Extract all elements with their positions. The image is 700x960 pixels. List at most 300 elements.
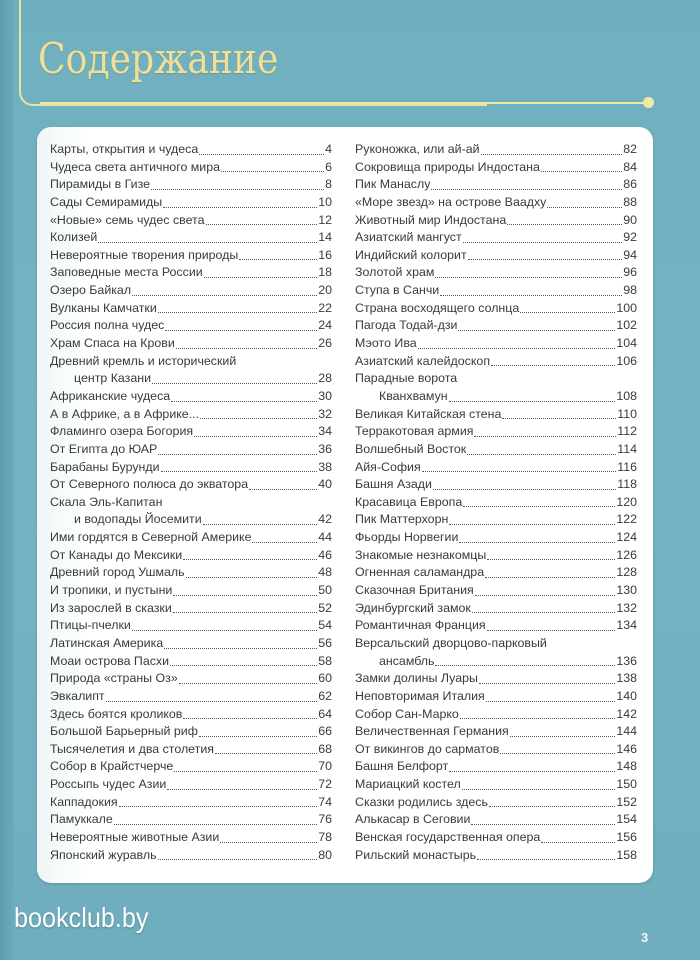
dot-leader [541, 170, 622, 172]
toc-entry-title: Россыпь чудес Азии [50, 777, 167, 792]
toc-entry-title: Эвкалипт [50, 688, 105, 703]
toc-entry-page: 6 [325, 159, 332, 174]
toc-entry[interactable] [50, 459, 332, 477]
toc-entry-title: Карты, открытия и чудеса [50, 141, 199, 156]
dot-leader [435, 664, 615, 666]
toc-entry-title: Золотой храм [355, 265, 435, 280]
toc-entry-title: Вулканы Камчатки [50, 300, 157, 315]
toc-entry-title: Пик Маттерхорн [355, 512, 449, 527]
dot-leader [151, 188, 324, 190]
dot-leader [183, 717, 317, 719]
toc-entry-page: 114 [617, 441, 637, 456]
toc-entry-title: Рильский монастырь [355, 847, 477, 862]
toc-entry[interactable] [355, 723, 637, 741]
toc-entry-title: Из зарослей в сказки [50, 600, 172, 615]
toc-entry-page: 134 [616, 618, 637, 633]
toc-entry-page: 158 [616, 847, 637, 862]
dot-leader [510, 735, 616, 737]
toc-entry[interactable] [355, 600, 637, 618]
toc-entry[interactable] [355, 370, 637, 405]
toc-entry-title: Неповторимая Италия [355, 688, 485, 703]
toc-entry[interactable] [355, 247, 637, 265]
toc-entry-title: Сокровища природы Индостана [355, 159, 540, 174]
dot-leader [164, 647, 317, 649]
toc-entry-page: 42 [318, 512, 332, 527]
toc-entry-title: Каппадокия [50, 794, 118, 809]
toc-entry-page: 12 [318, 212, 332, 227]
dot-leader [463, 505, 615, 507]
toc-entry[interactable] [355, 282, 637, 300]
toc-entry-title: От викингов до сарматов [355, 741, 500, 756]
dot-leader [173, 611, 317, 613]
toc-entry-page: 38 [318, 459, 332, 474]
toc-entry-title: Огненная саламандра [355, 565, 485, 580]
toc-entry-page: 56 [318, 635, 332, 650]
toc-entry-page: 72 [318, 777, 332, 792]
toc-entry-page: 46 [318, 547, 332, 562]
dot-leader [487, 558, 615, 560]
dot-leader [449, 400, 616, 402]
toc-entry-page: 24 [318, 318, 332, 333]
toc-entry[interactable] [50, 441, 332, 459]
toc-entry[interactable] [355, 423, 637, 441]
toc-entry-page: 100 [616, 300, 637, 315]
toc-entry-title: Башня Белфорт [355, 759, 449, 774]
toc-entry[interactable] [355, 829, 637, 847]
dot-leader [474, 435, 616, 437]
toc-entry-page: 62 [318, 688, 332, 703]
toc-entry[interactable] [355, 476, 637, 494]
toc-entry-title: «Новые» семь чудес света [50, 212, 205, 227]
toc-entry[interactable] [355, 300, 637, 318]
dot-leader [200, 417, 317, 419]
toc-entry-page: 60 [318, 671, 332, 686]
dot-leader [481, 153, 623, 155]
toc-entry-page: 142 [616, 706, 637, 721]
toc-entry[interactable] [50, 670, 332, 688]
page-edge-strip [0, 0, 14, 960]
dot-leader [249, 488, 317, 490]
dot-leader [440, 294, 622, 296]
toc-entry-page: 128 [616, 565, 637, 580]
toc-entry[interactable] [355, 335, 637, 353]
toc-entry[interactable] [50, 176, 332, 194]
toc-entry-title: Сказочная Британия [355, 583, 474, 598]
toc-entry-page: 120 [616, 494, 637, 509]
toc-entry[interactable] [355, 212, 637, 230]
dot-leader [435, 276, 622, 278]
toc-entry[interactable] [50, 388, 332, 406]
dot-leader [158, 311, 317, 313]
toc-entry-page: 58 [318, 653, 332, 668]
toc-entry[interactable] [355, 317, 637, 335]
toc-entry-title: Россия полна чудес [50, 318, 165, 333]
toc-entry-page: 68 [318, 741, 332, 756]
toc-entry-title: Японский журавль [50, 847, 157, 862]
toc-entry-page: 146 [616, 741, 637, 756]
toc-entry-page: 124 [616, 530, 637, 545]
toc-entry-page: 104 [616, 336, 637, 351]
toc-entry-title: Величественная Германия [355, 724, 509, 739]
dot-leader [541, 841, 615, 843]
toc-entry-page: 140 [616, 688, 637, 703]
toc-entry-title: Африканские чудеса [50, 388, 171, 403]
toc-entry-title-continued: ансамбль [379, 653, 435, 668]
toc-entry-page: 156 [616, 830, 637, 844]
dot-leader [221, 170, 324, 172]
toc-entry-page: 84 [623, 159, 637, 174]
toc-entry-page: 102 [616, 318, 637, 333]
dot-leader [170, 664, 317, 666]
toc-entry-title: Невероятные творения природы [50, 247, 239, 262]
toc-entry-title: Природа «страны Оз» [50, 671, 178, 686]
toc-entry-page: 82 [623, 141, 637, 156]
toc-entry[interactable] [50, 758, 332, 776]
toc-entry-title-continued: Кванхвамун [379, 388, 448, 403]
toc-entry[interactable] [50, 212, 332, 230]
toc-entry-title: Мэото Ива [355, 336, 417, 351]
toc-entry-title: Романтичная Франция [355, 618, 486, 633]
toc-entry-page: 130 [616, 583, 637, 598]
toc-entry-page: 136 [616, 653, 637, 668]
dot-leader [520, 311, 615, 313]
dot-leader [477, 858, 615, 860]
dot-leader [174, 770, 317, 772]
toc-entry[interactable] [355, 511, 637, 529]
toc-entry-page: 30 [318, 388, 332, 403]
toc-entry-title: Фьорды Норвегии [355, 530, 459, 545]
toc-entry[interactable] [355, 776, 637, 794]
toc-entry[interactable] [355, 176, 637, 194]
toc-entry[interactable] [50, 811, 332, 829]
toc-entry-page: 44 [318, 530, 332, 545]
dot-leader [487, 629, 616, 631]
dot-leader [460, 717, 616, 719]
table-of-contents-panel [37, 127, 653, 883]
toc-entry-page: 16 [318, 247, 332, 262]
toc-entry-title: Алькасар в Сеговии [355, 812, 471, 827]
dot-leader [463, 241, 623, 243]
toc-entry-page: 98 [623, 283, 637, 298]
toc-entry-page: 152 [616, 794, 637, 809]
toc-entry-title: Ими гордятся в Северной Америке [50, 530, 252, 545]
toc-entry-page: 108 [616, 388, 637, 403]
toc-entry-title: Древний город Ушмаль [50, 565, 185, 580]
toc-entry-title: От Канады до Мексики [50, 547, 183, 562]
dot-leader [468, 258, 623, 260]
toc-entry-page: 132 [616, 600, 637, 615]
toc-entry[interactable] [50, 300, 332, 318]
toc-entry[interactable] [355, 582, 637, 600]
toc-entry-title: Венская государственная опера [355, 830, 541, 844]
toc-entry[interactable] [50, 317, 332, 335]
toc-entry[interactable] [50, 335, 332, 353]
toc-entry-title: Красавица Европа [355, 494, 463, 509]
dot-leader [171, 400, 317, 402]
dot-leader [199, 735, 317, 737]
toc-entry-title: Невероятные животные Азии [50, 830, 220, 844]
dot-leader [491, 364, 615, 366]
toc-entry-title: Колизей [50, 230, 98, 245]
toc-entry-page: 110 [617, 406, 637, 421]
toc-entry-title: Здесь боятся кроликов [50, 706, 183, 721]
dot-leader [203, 523, 318, 525]
dot-leader [462, 788, 616, 790]
dot-leader [163, 206, 317, 208]
toc-entry-title: Индийский колорит [355, 247, 467, 262]
toc-entry[interactable] [355, 688, 637, 706]
toc-entry-title: Пик Манаслу [355, 177, 431, 192]
toc-entry[interactable] [50, 582, 332, 600]
toc-entry[interactable] [355, 847, 637, 865]
title-underline [40, 102, 652, 104]
toc-entry[interactable] [50, 776, 332, 794]
dot-leader [98, 241, 317, 243]
toc-entry[interactable] [355, 529, 637, 547]
toc-entry-page: 122 [616, 512, 637, 527]
dot-leader [507, 223, 622, 225]
dot-leader [215, 752, 317, 754]
dot-leader [502, 417, 616, 419]
dot-leader [106, 700, 318, 702]
toc-entry-page: 4 [325, 141, 332, 156]
toc-entry[interactable] [355, 194, 637, 212]
dot-leader [183, 558, 317, 560]
toc-entry[interactable] [50, 423, 332, 441]
toc-entry[interactable] [50, 617, 332, 635]
toc-entry[interactable] [355, 406, 637, 424]
toc-entry-page: 106 [616, 353, 637, 368]
toc-entry-page: 154 [616, 812, 637, 827]
toc-entry[interactable] [50, 688, 332, 706]
toc-entry[interactable] [50, 141, 332, 159]
toc-entry-title: Чудеса света античного мира [50, 159, 221, 174]
toc-entry[interactable] [50, 635, 332, 653]
toc-entry[interactable] [50, 829, 332, 847]
toc-entry-page: 78 [318, 830, 332, 844]
toc-entry-page: 96 [623, 265, 637, 280]
toc-entry-title: От Северного полюса до экватора [50, 477, 249, 492]
toc-entry-title-continued: центр Казани [74, 371, 152, 386]
dot-leader [449, 523, 615, 525]
dot-leader [161, 470, 318, 472]
dot-leader [165, 329, 317, 331]
toc-entry[interactable] [355, 794, 637, 812]
toc-entry[interactable] [50, 247, 332, 265]
toc-entry[interactable] [50, 723, 332, 741]
toc-entry[interactable] [50, 406, 332, 424]
toc-entry-title: Башня Азади [355, 477, 432, 492]
toc-entry-title: Птицы-пчелки [50, 618, 131, 633]
toc-entry-page: 70 [318, 759, 332, 774]
dot-leader [500, 752, 615, 754]
toc-entry-title: От Египта до ЮАР [50, 441, 158, 456]
toc-entry-title: Ступа в Санчи [355, 283, 440, 298]
dot-leader [472, 611, 616, 613]
toc-entry[interactable] [355, 159, 637, 177]
dot-leader [220, 841, 317, 843]
toc-entry-page: 18 [318, 265, 332, 280]
toc-entry-title: Волшебный Восток [355, 441, 467, 456]
toc-entry[interactable] [355, 670, 637, 688]
dot-leader [119, 805, 318, 807]
dot-leader [449, 770, 615, 772]
dot-leader [475, 594, 616, 596]
toc-entry[interactable] [355, 229, 637, 247]
toc-entry-page: 138 [616, 671, 637, 686]
dot-leader [458, 329, 615, 331]
toc-entry-title: Азиатский калейдоскоп [355, 353, 491, 368]
toc-entry[interactable] [50, 159, 332, 177]
toc-entry[interactable] [50, 847, 332, 865]
dot-leader [132, 294, 317, 296]
toc-entry[interactable] [355, 441, 637, 459]
toc-entry-title: Страна восходящего солнца [355, 300, 520, 315]
toc-entry-page: 74 [318, 794, 332, 809]
toc-entry-page: 126 [616, 547, 637, 562]
dot-leader [167, 788, 317, 790]
toc-entry-page: 88 [623, 194, 637, 209]
toc-entry[interactable] [50, 653, 332, 671]
dot-leader [471, 823, 615, 825]
toc-entry-title: Заповедные места России [50, 265, 203, 280]
toc-entry-page: 64 [318, 706, 332, 721]
toc-entry-page: 26 [318, 336, 332, 351]
toc-entry-title: Большой Барьерный риф [50, 724, 198, 739]
dot-leader [158, 453, 317, 455]
toc-entry[interactable] [50, 282, 332, 300]
toc-entry-title: Фламинго озера Богория [50, 424, 194, 439]
toc-entry-title: Сказки родились здесь [355, 794, 488, 809]
toc-entry[interactable] [355, 811, 637, 829]
toc-entry-page: 76 [318, 812, 332, 827]
dot-leader [485, 576, 615, 578]
toc-entry[interactable] [355, 741, 637, 759]
toc-entry[interactable] [50, 547, 332, 565]
toc-entry[interactable] [50, 229, 332, 247]
toc-entry-page: 14 [318, 230, 332, 245]
dot-leader [132, 629, 317, 631]
toc-entry-title: Животный мир Индостана [355, 212, 507, 227]
toc-entry[interactable] [50, 353, 332, 388]
toc-entry[interactable] [355, 494, 637, 512]
toc-entry[interactable] [355, 459, 637, 477]
dot-leader [194, 435, 317, 437]
toc-entry-title: Латинская Америка [50, 635, 164, 650]
toc-entry[interactable] [355, 564, 637, 582]
dot-leader [239, 258, 317, 260]
dot-leader [433, 488, 616, 490]
toc-entry-page: 92 [623, 230, 637, 245]
toc-entry[interactable] [50, 600, 332, 618]
toc-entry[interactable] [50, 476, 332, 494]
toc-entry[interactable] [355, 758, 637, 776]
dot-leader [479, 682, 615, 684]
toc-entry-title-continued: и водопады Йосемити [74, 512, 202, 527]
toc-entry[interactable] [50, 494, 332, 529]
dot-leader [467, 453, 616, 455]
page-title: Содержание [38, 34, 279, 83]
dot-leader [199, 153, 324, 155]
toc-entry[interactable] [355, 353, 637, 371]
dot-leader [489, 805, 615, 807]
footer-site-watermark: bookclub.by [14, 902, 149, 933]
dot-leader [158, 858, 318, 860]
dot-leader [204, 276, 318, 278]
toc-entry-title: Терракотовая армия [355, 424, 474, 439]
dot-leader [547, 206, 622, 208]
toc-entry-page: 20 [318, 283, 332, 298]
toc-entry-page: 50 [318, 583, 332, 598]
toc-entry-title: Скала Эль-Капитан [50, 494, 163, 509]
toc-entry[interactable] [355, 706, 637, 724]
toc-entry-title: Мариацкий костел [355, 777, 461, 792]
toc-entry-title: Парадные ворота [355, 371, 458, 386]
toc-entry-title: Замки долины Луары [355, 671, 478, 686]
toc-entry-title: Барабаны Бурунди [50, 459, 160, 474]
toc-entry[interactable] [355, 617, 637, 635]
toc-entry-title: И тропики, и пустыни [50, 583, 173, 598]
toc-entry-page: 148 [616, 759, 637, 774]
toc-entry[interactable] [50, 706, 332, 724]
dot-leader [186, 576, 318, 578]
toc-entry-title: Тысячелетия и два столетия [50, 741, 214, 756]
toc-entry-title: «Море звезд» на острове Ваадху [355, 194, 547, 209]
toc-entry[interactable] [355, 264, 637, 282]
toc-entry-page: 40 [318, 477, 332, 492]
toc-entry-title: Сады Семирамиды [50, 194, 163, 209]
toc-entry-page: 66 [318, 724, 332, 739]
toc-entry-page: 94 [623, 247, 637, 262]
dot-leader [422, 470, 617, 472]
toc-entry[interactable] [50, 264, 332, 282]
toc-entry-title: Руконожка, или ай-ай [355, 141, 480, 156]
dot-leader [431, 188, 622, 190]
toc-entry-page: 116 [617, 459, 637, 474]
toc-entry-page: 34 [318, 424, 332, 439]
toc-entry-page: 144 [616, 724, 637, 739]
toc-entry[interactable] [50, 741, 332, 759]
toc-entry[interactable] [355, 141, 637, 159]
toc-entry-title: Версальский дворцово-парковый [355, 635, 547, 650]
dot-leader [152, 382, 317, 384]
toc-entry-page: 150 [616, 777, 637, 792]
toc-entry[interactable] [50, 564, 332, 582]
dot-leader [418, 347, 616, 349]
toc-entry-title: Древний кремль и исторический [50, 353, 237, 368]
toc-entry-page: 118 [617, 477, 637, 492]
toc-entry[interactable] [355, 635, 637, 670]
toc-entry-title: Собор в Крайстчерче [50, 759, 174, 774]
dot-leader [206, 223, 318, 225]
toc-column-left [50, 141, 332, 864]
toc-entry-page: 10 [318, 194, 332, 209]
toc-entry[interactable] [50, 794, 332, 812]
toc-entry[interactable] [50, 194, 332, 212]
toc-entry[interactable] [355, 547, 637, 565]
toc-entry-page: 54 [318, 618, 332, 633]
toc-entry-title: Моаи острова Пасхи [50, 653, 170, 668]
toc-entry-page: 112 [617, 424, 637, 439]
title-line-end-dot [643, 97, 654, 108]
toc-entry-title: Знакомые незнакомцы [355, 547, 487, 562]
toc-entry-title: Собор Сан-Марко [355, 706, 459, 721]
page-number: 3 [641, 930, 649, 945]
toc-entry[interactable] [50, 529, 332, 547]
toc-entry-title: Айя-София [355, 459, 421, 474]
toc-entry-title: Храм Спаса на Крови [50, 336, 175, 351]
toc-entry-page: 90 [623, 212, 637, 227]
